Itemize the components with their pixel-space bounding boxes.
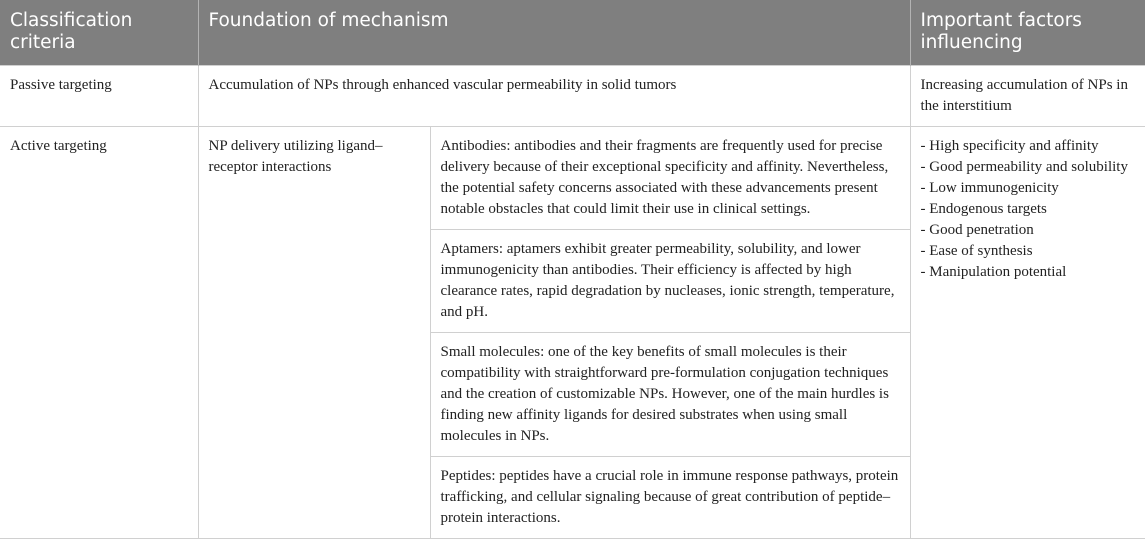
passive-factors-cell: Increasing accumulation of NPs in the interstitium <box>910 66 1145 127</box>
active-factors-list <box>921 136 1136 283</box>
active-detail-aptamers: Aptamers: aptamers exhibit greater permeability, solubility, and lower immunogenicity than antibodies. Their efficiency is affected by high clearance rates, rapid degradation by nucleases, ionic strength, temperature, and pH. <box>430 230 910 333</box>
active-mechanism-cell: NP delivery utilizing ligand–receptor interactions <box>198 127 430 539</box>
active-detail-antibodies: Antibodies: antibodies and their fragments are frequently used for precise delivery because of their exceptional specificity and affinity. Nevertheless, the potential safety concerns associated with these advancements present notable obstacles that could limit their use in clinical settings. <box>430 127 910 230</box>
table-row-active-antibodies <box>0 127 1145 230</box>
passive-mechanism-cell: Accumulation of NPs through enhanced vascular permeability in solid tumors <box>198 66 910 127</box>
header-foundation-of-mechanism: Foundation of mechanism <box>198 0 910 66</box>
active-factors-cell <box>910 127 1145 539</box>
active-criteria-cell: Active targeting <box>0 127 198 539</box>
factor-item: - Endogenous targets <box>920 201 1047 217</box>
active-detail-small-molecules: Small molecules: one of the key benefits of small molecules is their compatibility with straightforward pre-formulation conjugation techniques and the creation of customizable NPs. However, one of the main hurdles is finding new affinity ligands for desired substrates when using small molecules in NPs. <box>430 333 910 457</box>
factor-item: - Ease of synthesis <box>920 243 1033 259</box>
factor-item: - Good permeability and solubility <box>920 159 1128 175</box>
table-row-passive <box>0 66 1145 127</box>
header-classification-criteria: Classification criteria <box>0 0 198 66</box>
passive-criteria-cell: Passive targeting <box>0 66 198 127</box>
factor-item: - Good penetration <box>920 222 1034 238</box>
factor-item: - High specificity and affinity <box>920 138 1099 154</box>
table-header-row <box>0 0 1145 66</box>
factor-item: - Low immunogenicity <box>920 180 1059 196</box>
active-detail-peptides: Peptides: peptides have a crucial role in immune response pathways, protein trafficking, and cellular signaling because of great contribution of peptide–protein interactions. <box>430 457 910 539</box>
header-important-factors: Important factors influencing <box>910 0 1145 66</box>
factor-item: - Manipulation potential <box>920 264 1067 280</box>
